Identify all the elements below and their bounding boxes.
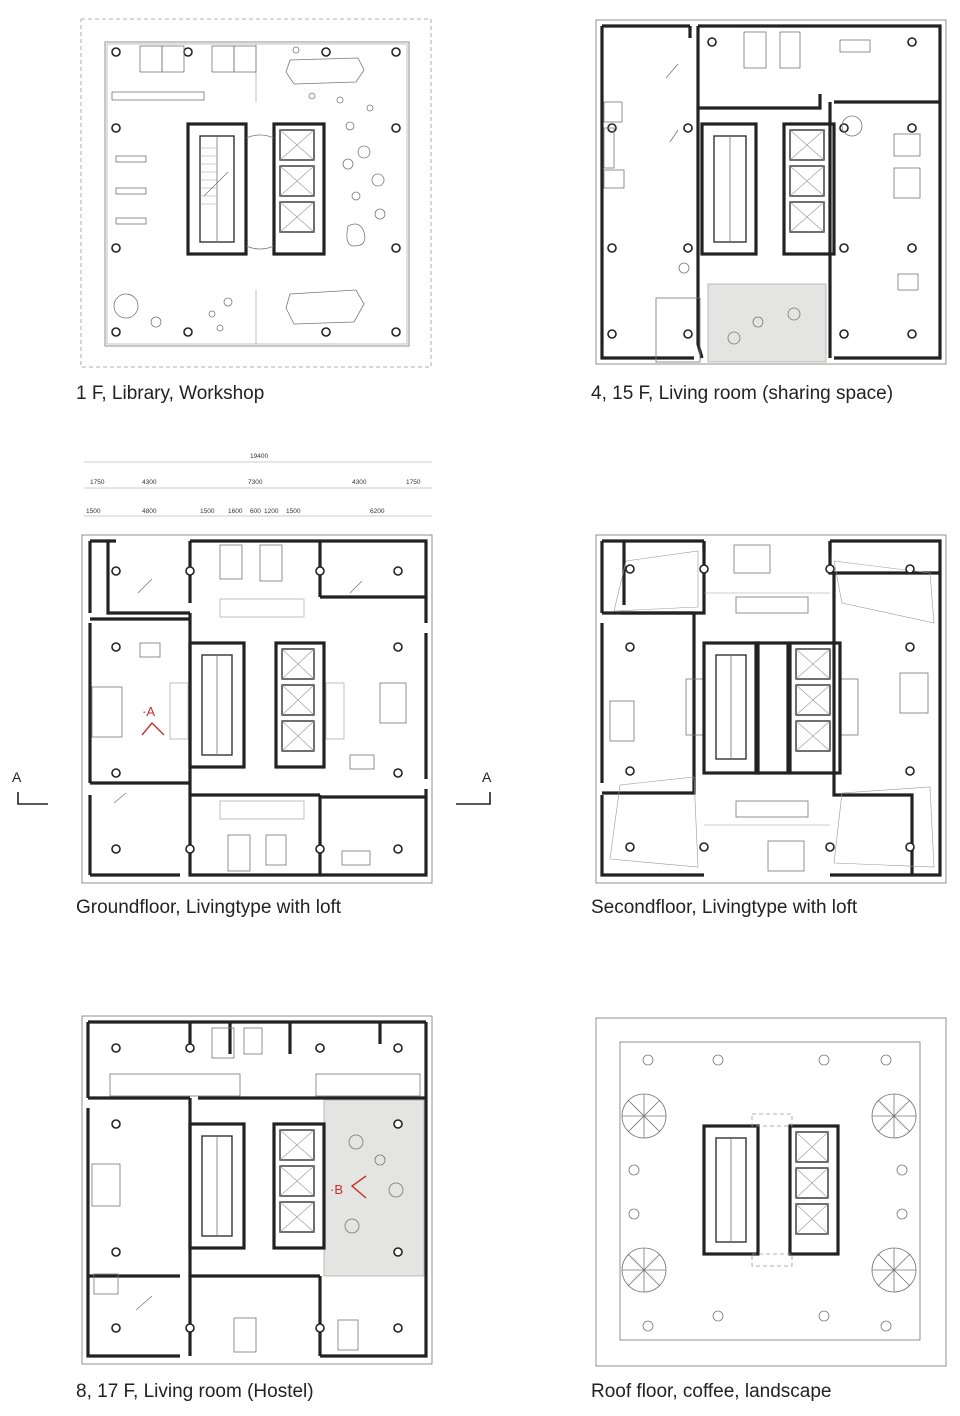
dim-2-7: 1500 <box>286 508 301 515</box>
dim-2-4: 1600 <box>228 508 243 515</box>
dim-row-2 <box>86 508 385 515</box>
plan-roof-floor <box>594 1016 948 1368</box>
section-marker-right <box>456 768 496 812</box>
section-label-right: A <box>482 769 492 785</box>
caption-plan-2: 4, 15 F, Living room (sharing space) <box>591 383 894 404</box>
floor-slab <box>596 535 946 883</box>
dim-1-2: 4300 <box>142 479 157 486</box>
stairs <box>170 599 344 819</box>
dim-row-1 <box>90 479 421 486</box>
plan-living-room-sharing <box>594 18 950 368</box>
view-marker-a <box>142 704 164 735</box>
dim-2-5: 600 <box>250 508 261 515</box>
view-marker-a-label: ·A <box>142 704 155 719</box>
shared-terrace <box>708 284 826 362</box>
core <box>190 643 324 767</box>
dim-2-1: 1500 <box>86 508 101 515</box>
plan-groundfloor-loft <box>80 533 434 885</box>
core <box>704 643 840 773</box>
cafe-tables <box>629 1055 907 1331</box>
section-marker-left <box>12 768 52 812</box>
columns <box>112 567 402 853</box>
caption-plan-5: 8, 17 F, Living room (Hostel) <box>76 1381 314 1402</box>
dim-1-4: 4300 <box>352 479 367 486</box>
dim-total: 19400 <box>250 453 269 460</box>
core <box>704 1114 838 1266</box>
furniture <box>92 545 406 871</box>
dim-2-8: 6200 <box>370 508 385 515</box>
dim-1-3: 7300 <box>248 479 263 486</box>
double-height-voids <box>610 551 934 867</box>
view-marker-b-label: ·B <box>330 1182 343 1197</box>
plan-library-workshop <box>80 18 432 368</box>
floor-slab <box>82 535 432 883</box>
roof-edge <box>596 1018 946 1366</box>
stairs <box>610 545 928 871</box>
dim-2-6: 1200 <box>264 508 279 515</box>
roof-terrace <box>620 1042 920 1340</box>
plan-secondfloor-loft <box>594 533 948 885</box>
core <box>702 124 834 254</box>
dim-2-3: 1500 <box>200 508 215 515</box>
plan-living-room-hostel <box>80 1014 434 1366</box>
dimension-strip <box>84 448 434 520</box>
dim-1-5: 1750 <box>406 479 421 486</box>
core <box>188 124 324 254</box>
caption-plan-6: Roof floor, coffee, landscape <box>591 1381 832 1402</box>
parasols <box>622 1094 916 1292</box>
caption-plan-1: 1 F, Library, Workshop <box>76 383 265 404</box>
dim-1-1: 1750 <box>90 479 105 486</box>
caption-plan-3: Groundfloor, Livingtype with loft <box>76 897 342 918</box>
section-label-left: A <box>12 769 22 785</box>
core <box>190 1124 324 1248</box>
floor-slab <box>105 42 409 346</box>
library-furniture <box>112 46 385 331</box>
dim-2-2: 4800 <box>142 508 157 515</box>
caption-plan-4: Secondfloor, Livingtype with loft <box>591 897 858 918</box>
columns <box>626 565 914 851</box>
partition-bands <box>110 1074 420 1096</box>
